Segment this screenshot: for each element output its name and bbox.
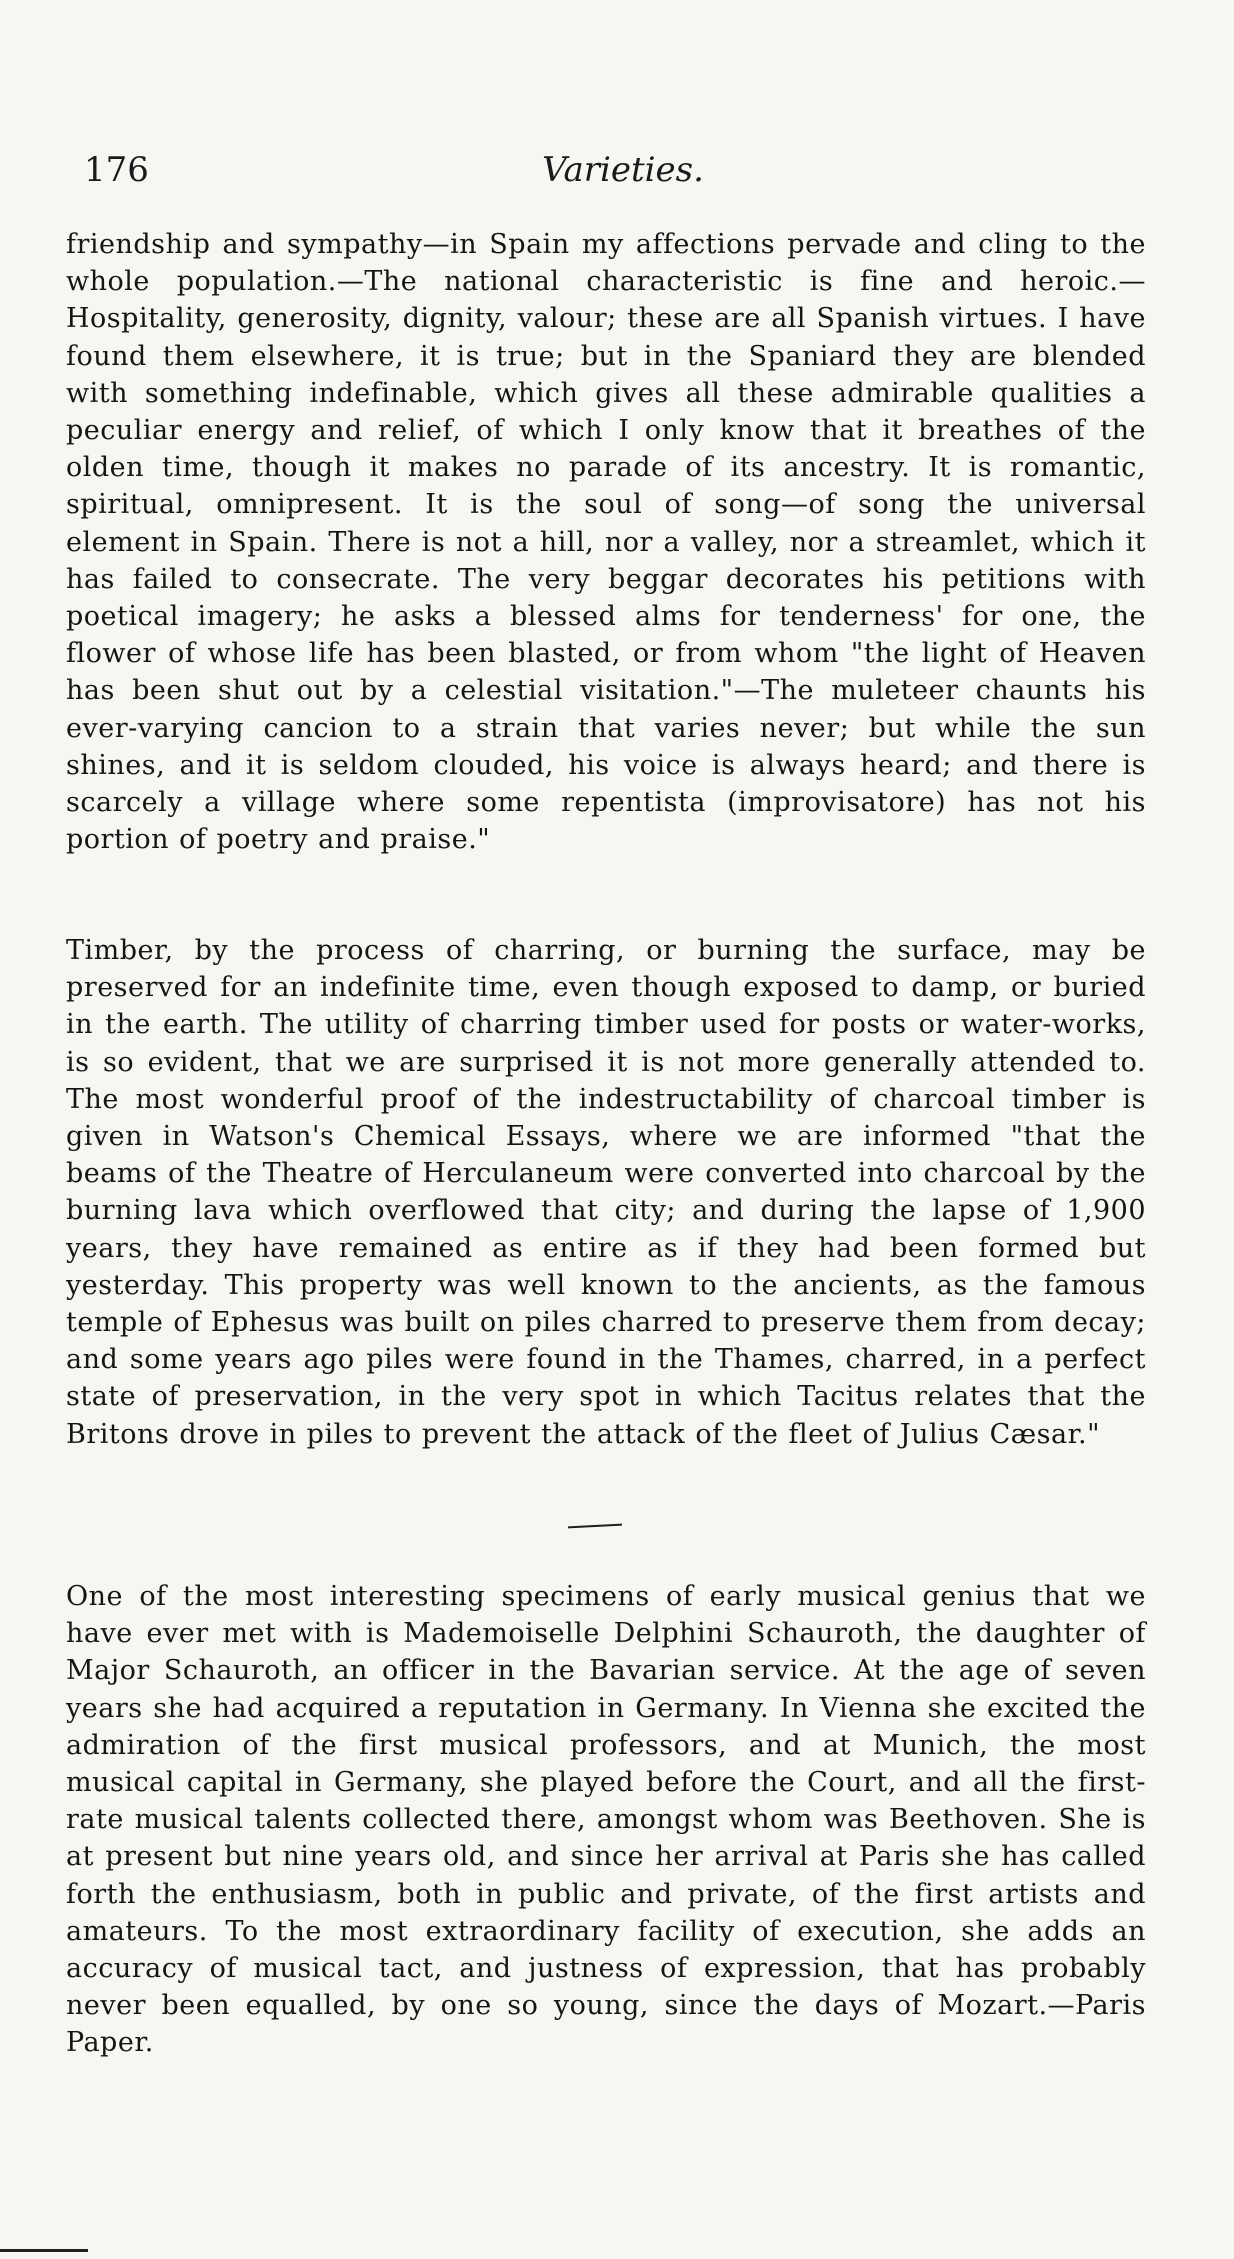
article-musical-genius	[66, 1578, 1146, 2062]
paragraph-musical-genius: One of the most interesting specimens of early musical genius that we have ever met with is Mademoiselle Delphini Schauroth, the daughter of Major Schauroth, an officer in the Bavarian service. At the age of seven years she had acquired a reputation in Germany. In Vienna she excited the admiration of the first musical professors, and at Munich, the most musical capital in Germany, she played before the Court, and all the first-rate musical talents collected there, amongst whom was Beethoven. She is at present but nine years old, and since her arrival at Paris she has called forth the enthusiasm, both in public and private, of the first artists and amateurs. To the most extraordinary facility of execution, she adds an accuracy of musical tact, and justness of expression, that has probably never been equalled, by one so young, since the days of Mozart.—Paris Paper.	[66, 1581, 1146, 2059]
paragraph-spain: friendship and sympathy—in Spain my affections pervade and cling to the whole population.—The national characteristic is fine and heroic.—Hospitality, generosity, dignity, valour; these are all Spanish virtues. I have found them elsewhere, it is true; but in the Spaniard they are blended with something indefinable, which gives all these admirable qualities a peculiar energy and relief, of which I only know that it breathes of the olden time, though it makes no parade of its ancestry. It is romantic, spiritual, omnipresent. It is the soul of song—of song the universal element in Spain. There is not a hill, nor a valley, nor a streamlet, which it has failed to consecrate. The very beggar decorates his petitions with poetical imagery; he asks a blessed alms for tenderness' for one, the flower of whose life has been blasted, or from whom "the light of Heaven has been shut out by a celestial visitation."—The muleteer chaunts his ever-varying cancion to a strain that varies never; but while the sun shines, and it is seldom clouded, his voice is always heard; and there is scarcely a village where some repentista (improvisatore) has not his portion of poetry and praise."	[66, 229, 1146, 856]
section-divider	[568, 1524, 622, 1529]
paragraph-timber: Timber, by the process of charring, or burning the surface, may be preserved for an indefinite time, even though exposed to damp, or buried in the earth. The utility of charring timber used for posts or water-works, is so evident, that we are surprised it is not more generally attended to. The most wonderful proof of the indestructability of charcoal timber is given in Watson's Chemical Essays, where we are informed "that the beams of the Theatre of Herculaneum were converted into charcoal by the burning lava which overflowed that city; and during the lapse of 1,900 years, they have remained as entire as if they had been formed but yesterday. This property was well known to the ancients, as the famous temple of Ephesus was built on piles charred to preserve them from decay; and some years ago piles were found in the Thames, charred, in a perfect state of preservation, in the very spot in which Tacitus relates that the Britons drove in piles to prevent the attack of the fleet of Julius Cæsar."	[66, 935, 1146, 1450]
bottom-rule	[0, 2249, 88, 2252]
article-spain	[66, 226, 1146, 858]
page-number: 176	[84, 150, 149, 190]
page-header	[84, 150, 1162, 200]
article-timber	[66, 932, 1146, 1453]
running-title: Varieties.	[542, 150, 704, 190]
